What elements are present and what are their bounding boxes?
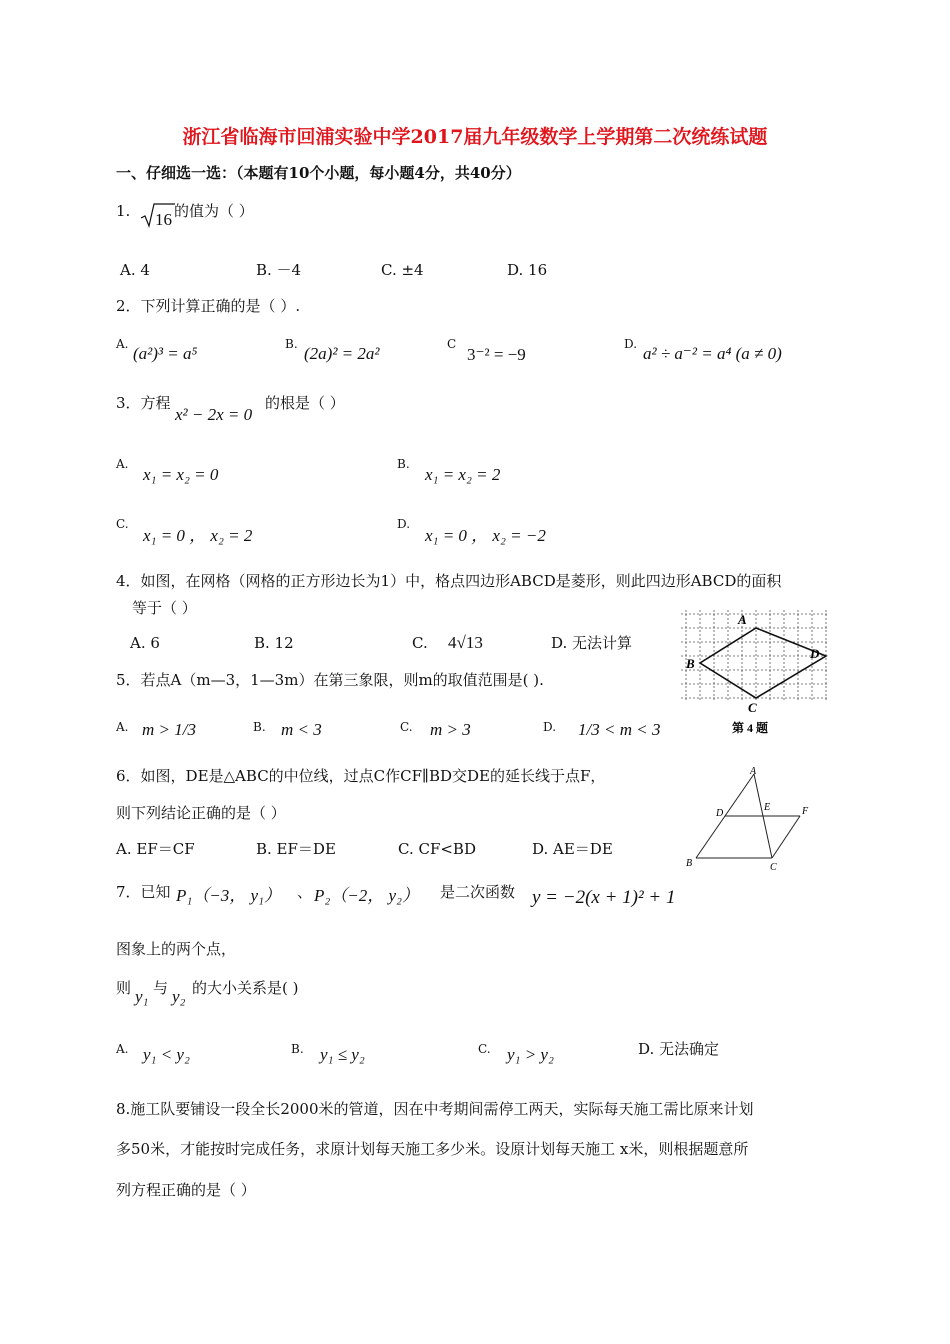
q7-line3-a: 则 [116, 979, 132, 997]
q3-equation: x² − 2x = 0 [175, 405, 253, 424]
q7-label-a: A. [116, 1042, 129, 1056]
q7-label-c: C. [478, 1042, 491, 1056]
q6-option-c: C. CF<BD [398, 840, 476, 858]
q5-option-c-expr: m > 3 [430, 720, 471, 739]
q7-option-a-expr: y₁ < y₂ [143, 1045, 190, 1064]
q6-point-b: B [686, 858, 693, 869]
q1-sqrt [140, 208, 172, 229]
q3-label-d: D. [397, 517, 411, 531]
q6-option-a: A. EF＝CF [116, 840, 195, 858]
q4-option-b: B. 12 [254, 634, 294, 652]
q4-point-b: B [686, 656, 695, 671]
q7-point-p2: P₂（−2， y₂） [314, 886, 419, 905]
q7-line2: 图象上的两个点， [116, 940, 237, 958]
q7-line3-c: 的大小关系是( ) [192, 979, 299, 997]
q5-option-d-expr: 1/3 < m < 3 [578, 720, 661, 739]
q7-option-d: D. 无法确定 [638, 1040, 720, 1058]
q6-point-a: A [750, 766, 757, 777]
q4-stem-line1: 4．如图，在网格（网格的正方形边长为1）中，格点四边形ABCD是菱形，则此四边形ABCD的面积 [116, 572, 782, 590]
q7-option-b-expr: y₁ ≤ y₂ [320, 1045, 365, 1064]
q7-point-p1: P₁（−3， y₁） [176, 886, 281, 905]
q3-label-c: C. [116, 517, 129, 531]
q2-option-b-expr: (2a)² = 2a² [304, 344, 380, 363]
q5-stem: 5．若点A（m—3，1—3m）在第三象限，则m的取值范围是( ). [116, 671, 544, 689]
q7-line3-b: 与 [153, 979, 169, 997]
q1-option-c: C. ±4 [381, 261, 424, 279]
q7-function: y = −2(x + 1)² + 1 [532, 887, 676, 908]
q4-point-a: A [738, 612, 747, 627]
q7-line3-y1: y₁ [135, 987, 149, 1006]
q4-option-c-text: 4√13 [448, 633, 483, 652]
q3-option-a-expr: x₁ = x₂ = 0 [143, 465, 219, 484]
q1-option-d: D. 16 [507, 261, 548, 279]
q8-line1: 8.施工队要铺设一段全长2000米的管道，因在中考期间需停工两天，实际每天施工需比原来计划 [116, 1100, 754, 1118]
q4-stem-line2: 等于（ ） [132, 599, 197, 617]
q2-option-c-expr: 3⁻² = −9 [467, 345, 526, 364]
q8-line3: 列方程正确的是（ ） [116, 1181, 256, 1199]
q6-triangle-figure [682, 766, 812, 876]
section-header: 一、仔细选一选：（本题有10个小题，每小题4分，共40分） [116, 164, 521, 182]
q7-number: 7．已知 [116, 883, 171, 901]
q1-option-b: B. －4 [256, 261, 302, 279]
q4-option-c-expr [448, 634, 483, 651]
q7-label-b: B. [291, 1042, 304, 1056]
q6-point-d: D [716, 808, 724, 819]
q2-label-b: B. [285, 337, 298, 351]
q2-label-d: D. [624, 337, 638, 351]
q7-mid-text: 是二次函数 [440, 883, 516, 901]
q4-point-c: C [748, 700, 757, 715]
q3-label-a: A. [116, 457, 129, 471]
q1-option-a: A. 4 [120, 261, 150, 279]
page-title: 浙江省临海市回浦实验中学2017届九年级数学上学期第二次统练试题 [182, 126, 768, 148]
q3-option-d-expr: x₁ = 0 ， x₂ = −2 [425, 526, 546, 545]
q2-option-a-expr: (a²)³ = a⁵ [133, 344, 198, 363]
q4-option-c: C. [412, 634, 428, 652]
q1-stem: 的值为（ ） [174, 202, 254, 220]
q3-option-b-expr: x₁ = x₂ = 2 [425, 465, 501, 484]
q6-point-f: F [802, 806, 809, 817]
q6-option-d: D. AE＝DE [532, 840, 613, 858]
q3-number: 3．方程 [116, 394, 171, 412]
q4-option-a: A. 6 [130, 634, 160, 652]
q4-point-d: D [810, 646, 820, 661]
q2-label-a: A. [116, 337, 129, 351]
q4-option-d: D. 无法计算 [551, 634, 633, 652]
q6-stem-line2: 则下列结论正确的是（ ） [116, 804, 286, 822]
q3-label-b: B. [397, 457, 410, 471]
q2-option-d-expr: a² ÷ a⁻² = a⁴ (a ≠ 0) [643, 344, 782, 363]
q3-option-c-expr: x₁ = 0 ， x₂ = 2 [143, 526, 253, 545]
q2-label-c: C [447, 337, 457, 351]
q2-stem: 2．下列计算正确的是（ ）. [116, 297, 301, 315]
q6-stem-line1: 6．如图，DE是△ABC的中位线，过点C作CF∥BD交DE的延长线于点F， [116, 767, 606, 785]
q8-line2: 多50米，才能按时完成任务，求原计划每天施工多少米。设原计划每天施工 x米，则根据题意所 [116, 1140, 749, 1158]
q5-option-b-expr: m < 3 [281, 720, 322, 739]
q6-point-c: C [770, 862, 777, 873]
q5-label-b: B. [253, 720, 266, 734]
q6-point-e: E [764, 802, 771, 813]
q1-number: 1. [116, 202, 131, 220]
q7-separator: 、 [297, 883, 313, 901]
q1-radicand: 16 [155, 210, 172, 229]
q7-option-c-expr: y₁ > y₂ [507, 1045, 554, 1064]
q6-option-b: B. EF＝DE [256, 840, 336, 858]
q7-line3-y2: y₂ [172, 987, 186, 1006]
q5-label-d: D. [543, 720, 557, 734]
q3-tail: 的根是（ ） [265, 394, 345, 412]
q5-label-c: C. [400, 720, 413, 734]
q5-option-a-expr: m > 1/3 [142, 720, 196, 739]
q4-grid-figure [676, 606, 834, 740]
q4-figure-caption: 第 4 题 [732, 721, 769, 735]
q5-label-a: A. [116, 720, 129, 734]
